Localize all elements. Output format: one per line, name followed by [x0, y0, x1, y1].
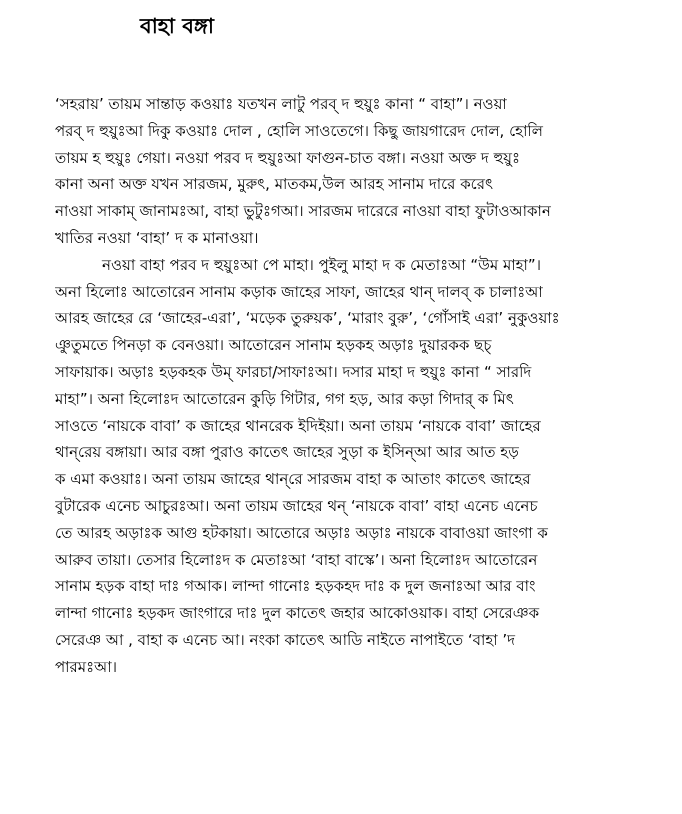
text-line: তায়ম হ হুয়ুঃ গেয়া। নওয়া পরব দ হুয়ুঃআ ফাগুন-চাত বঙ্গা। নওয়া অক্ত দ হুয়ুঃ — [55, 148, 520, 167]
text-line: ক এমা কওয়াঃ। অনা তায়ম জাহের থান্‌রে সারজম বাহা ক আতাং কাতেৎ জাহের — [55, 470, 531, 489]
text-line: নাওয়া সাকাম্‌ জানামঃআ, বাহা ভুটুঃগআ। সারজম দারেরে নাওয়া বাহা ফুটাওআকান — [55, 202, 551, 221]
text-line: আরহ জাহের রে ‘জাহের-এরা’, ‘মড়েক তুরুয়ক’, ‘মারাং বুরু’, ‘গোঁসাই এরা’ নুকুওয়াঃ — [55, 309, 560, 328]
text-line: সাফায়াক। অড়াঃ হড়কহক উম্‌ ফারচা/সাফাঃআ। দসার মাহা দ হুয়ুঃ কানা “ সারদি — [55, 362, 532, 381]
paragraph-start-line: নওয়া বাহা পরব দ হুয়ুঃআ পে মাহা। পুইলু মাহা দ ক মেতাঃআ “উম মাহা”। — [102, 255, 541, 274]
text-line: সানাম হড়ক বাহা দাঃ গআক। লান্দা গানোঃ হড়কহদ দাঃ ক দুল জনাঃআ আর বাং — [55, 577, 536, 596]
document-body — [55, 91, 652, 681]
document-title: বাহা বঙ্গা — [140, 14, 214, 38]
text-line: থান্‌রেয় বঙ্গায়া। আর বঙ্গা পুরাও কাতেৎ জাহের সুড়া ক ইসিন্‌আ আর আত হড় — [55, 443, 519, 462]
text-line: লান্দা গানোঃ হড়কদ জাংগারে দাঃ দুল কাতেৎ জহার আকোওয়াক। বাহা সেরেঞক — [55, 604, 540, 623]
text-line: বুটারেক এনেচ আচুরঃআ। অনা তায়ম জাহের থন্‌ ‘নায়কে বাবা’ বাহা এনেচ এনেচ — [55, 496, 538, 515]
text-line: পরব্‌ দ হুয়ুঃআ দিকু কওয়াঃ দোল , হোলি সাওতেগে। কিছু জায়গারেদ দোল, হোলি — [55, 121, 543, 140]
text-line: পারমঃআ। — [55, 657, 117, 676]
text-line: সাওতে ‘নায়কে বাবা’ ক জাহের থানরেক ইদিইয়া। অনা তায়ম ‘নায়কে বাবা’ জাহের — [55, 416, 541, 435]
text-line: তে আরহ অড়াঃক আগু হটকায়া। আতোরে অড়াঃ অড়াঃ নায়কে বাবাওয়া জাংগা ক — [55, 523, 548, 542]
text-line: ঞুতুমতে পিনড়া ক বেনওয়া। আতোরেন সানাম হড়কহ অড়াঃ দুয়ারকক ছচ্‌ — [55, 336, 492, 355]
text-line: মাহা”। অনা হিলোঃদ আতোরেন কুড়ি গিটার, গগ হড়, আর কড়া গিদার্‌ ক মিৎ — [55, 389, 514, 408]
text-line: অনা হিলোঃ আতোরেন সানাম কড়াক জাহের সাফা, জাহের থান্‌ দালব্‌ ক চালাঃআ — [55, 282, 543, 301]
text-line: কানা অনা অক্ত যখন সারজম, মুরুৎ, মাতকম,উল আরহ সানাম দারে করেৎ — [55, 175, 493, 194]
text-line: খাতির নওয়া ‘বাহা’ দ ক মানাওয়া। — [55, 228, 259, 247]
text-line: সেরেঞ আ , বাহা ক এনেচ আ। নংকা কাতেৎ আডি নাইতে নাপাইতে ‘বাহা ’দ — [55, 630, 516, 649]
text-line: ‘সহরায়’ তায়ম সান্তাড় কওয়াঃ যতখন লাটু পরব্‌ দ হুয়ুঃ কানা “ বাহা”। নওয়া — [55, 95, 507, 113]
text-line: আরুব তায়া। তেসার হিলোঃদ ক মেতাঃআ ‘বাহা বাস্কে’। অনা হিলোঃদ আতোরেন — [55, 550, 538, 569]
